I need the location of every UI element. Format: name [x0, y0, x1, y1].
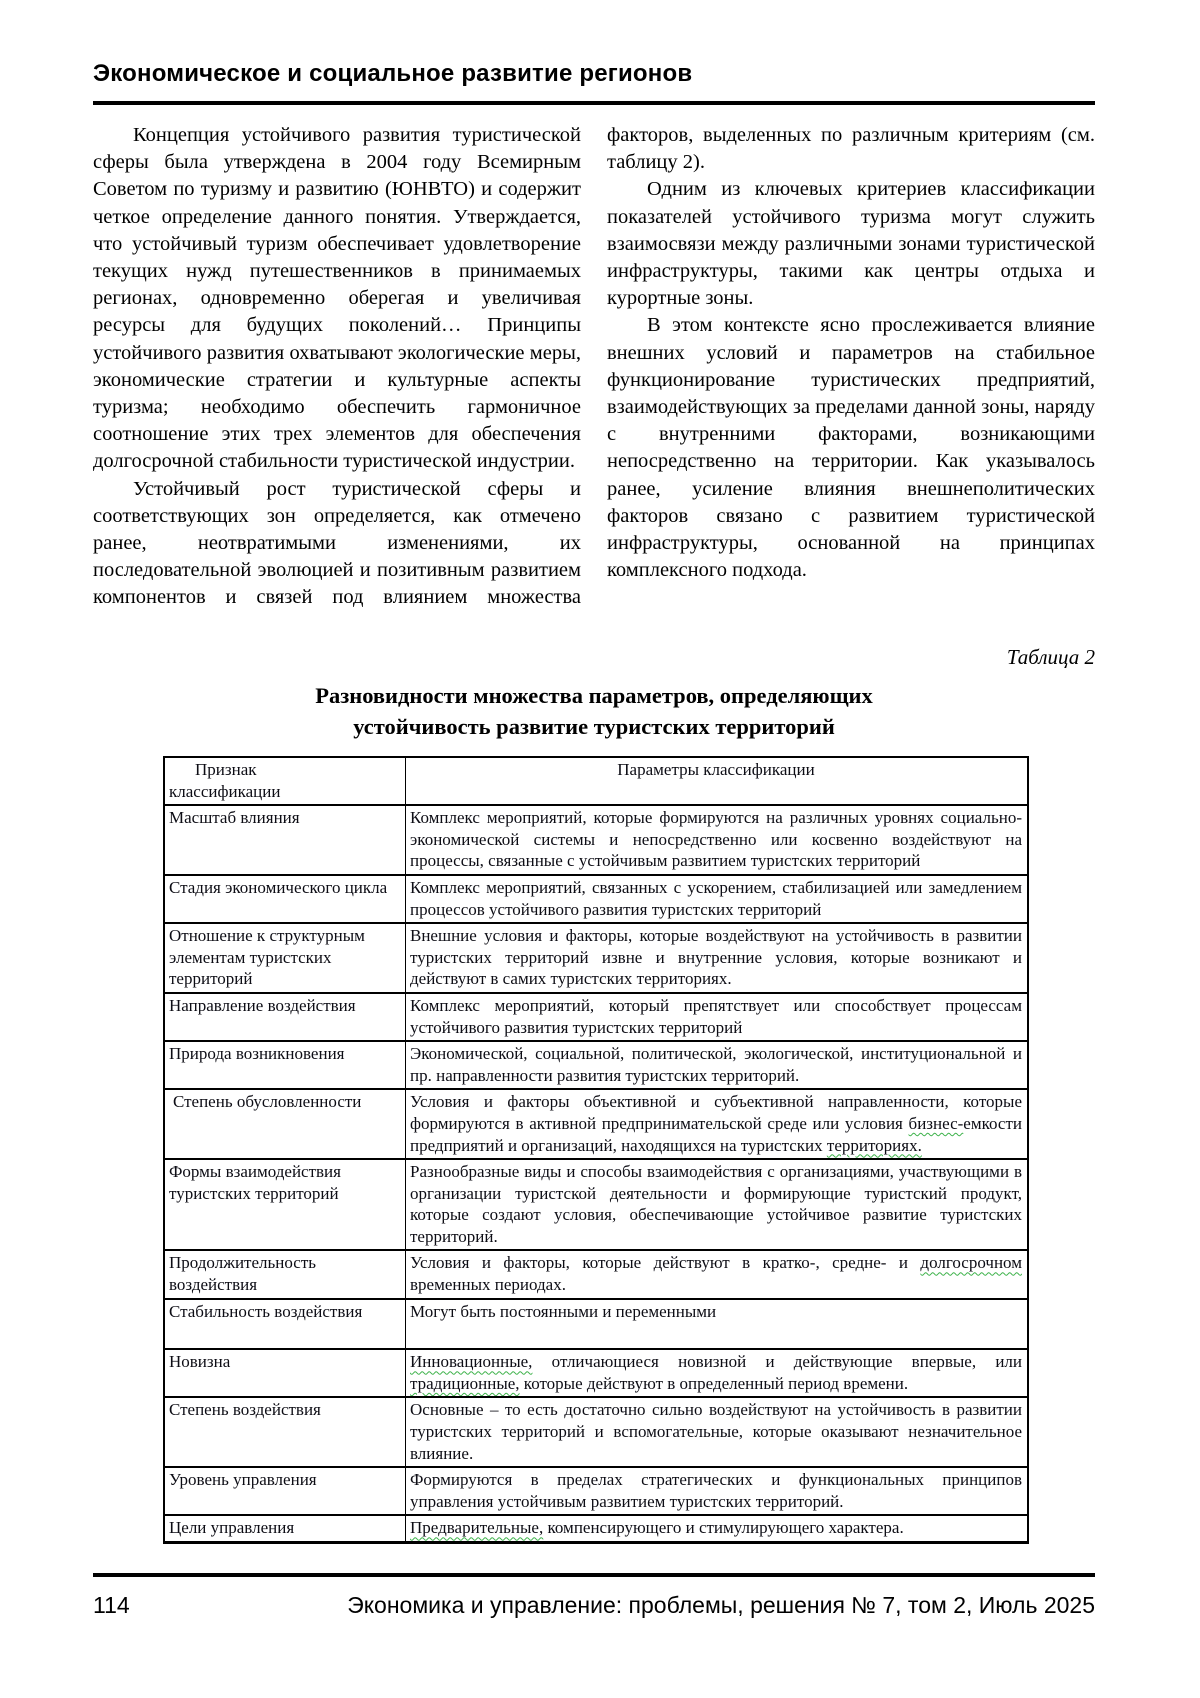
article-paragraph: Одним из ключевых критериев классификации показателей устойчивого туризма могут служить взаимосвязи между различными зонами туристической инфраструктуры, такими как центры отдыха и курортные зоны.	[607, 178, 1095, 310]
classification-params-cell	[406, 1515, 1029, 1542]
classification-feature-cell: Степень воздействия	[164, 1397, 406, 1467]
classification-feature-cell: Новизна	[164, 1349, 406, 1397]
param-text: Внешние условия и факторы, которые воздействуют на устойчивость в развитии туристских территорий извне и внутренние условия, которые возникают и действуют в самих туристских территориях.	[410, 926, 1022, 989]
param-text: Экономической, социальной, политической, экологической, институциональной и пр. направленности развития туристских территорий.	[410, 1044, 1022, 1085]
table-body	[164, 805, 1028, 1542]
classification-params-cell	[406, 1397, 1029, 1467]
param-text: Комплекс мероприятий, которые формируются на различных уровнях социально-экономической системы и непосредственно или косвенно воздействуют на процессы, связанные с устойчивым развитием туристских территорий	[410, 808, 1022, 871]
journal-reference: Экономика и управление: проблемы, решения № 7, том 2, Июль 2025	[347, 1592, 1095, 1618]
classification-params-cell	[406, 993, 1029, 1041]
table-row	[164, 1515, 1028, 1542]
classification-params-cell	[406, 875, 1029, 923]
classification-params-cell	[406, 1250, 1029, 1298]
table-row	[164, 1159, 1028, 1250]
spellcheck-underlined-word: Предварительные,	[410, 1518, 544, 1538]
classification-params-cell	[406, 923, 1029, 993]
article-paragraph: Устойчивый рост туристической сферы и соответствующих зон определяется, как отмечено ранее, неотвратимыми изменениями, их последовательной эволюцией и позитивным развитием компонентов и связей под влиянием множества факторов, выделенных по различным критериям (см. таблицу 2).	[93, 124, 1095, 609]
footer-line	[93, 1592, 1095, 1619]
table-row	[164, 805, 1028, 875]
classification-params-cell	[406, 805, 1029, 875]
classification-params-cell	[406, 1349, 1029, 1397]
running-head: Экономическое и социальное развитие регионов	[93, 60, 693, 87]
header-rule	[93, 101, 1095, 105]
spellcheck-underlined-word: долгосрочном	[920, 1253, 1022, 1273]
table-title: Разновидности множества параметров, определяющих устойчивость развитие туристских территорий	[315, 683, 873, 739]
classification-params-cell	[406, 1299, 1029, 1350]
table-row	[164, 1250, 1028, 1298]
spellcheck-underlined-word: территориях.	[826, 1135, 922, 1155]
table-row	[164, 1089, 1028, 1159]
classification-params-cell	[406, 1041, 1029, 1089]
table-row	[164, 1397, 1028, 1467]
param-text: отличающиеся новизной и действующие впервые, или	[532, 1352, 1022, 1372]
classification-feature-cell: Формы взаимодействия туристских территорий	[164, 1159, 406, 1250]
classification-table	[163, 756, 1029, 1544]
param-text: которые действуют в определенный период времени.	[519, 1373, 909, 1393]
spellcheck-underlined-word: традиционные,	[410, 1373, 520, 1393]
classification-params-cell	[406, 1159, 1029, 1250]
classification-feature-cell: Цели управления	[164, 1515, 406, 1542]
table-row	[164, 1299, 1028, 1350]
table-caption: Таблица 2	[1006, 645, 1095, 669]
classification-feature-cell: Стадия экономического цикла	[164, 875, 406, 923]
classification-feature-cell: Природа возникновения	[164, 1041, 406, 1089]
param-text: Разнообразные виды и способы взаимодействия с организациями, участвующими в организации туристской деятельности и формирующие туристский продукт, которые создают условия, обеспечивающие устойчивое развитие туристских территорий.	[410, 1162, 1022, 1246]
article-paragraph: Концепция устойчивого развития туристической сферы была утверждена в 2004 году Всемирным Советом по туризму и развитию (ЮНВТО) и содержит четкое определение данного понятия. Утверждается, что устойчивый туризм обеспечивает удовлетворение текущих нужд путешественников в принимаемых регионах, одновременно оберегая и увеличивая ресурсы для будущих поколений… Принципы устойчивого развития охватывают экологические меры, экономические стратегии и культурные аспекты туризма; необходимо обеспечить гармоничное соотношение этих трех элементов для обеспечения долгосрочной стабильности туристической индустрии.	[93, 124, 581, 473]
classification-feature-cell: Уровень управления	[164, 1467, 406, 1515]
classification-feature-cell: Степень обусловленности	[164, 1089, 406, 1159]
classification-feature-cell: Стабильность воздействия	[164, 1299, 406, 1350]
classification-feature-cell: Масштаб влияния	[164, 805, 406, 875]
table-row	[164, 875, 1028, 923]
classification-feature-cell: Направление воздействия	[164, 993, 406, 1041]
spellcheck-underlined-word: Инновационные,	[410, 1352, 533, 1372]
param-text: Формируются в пределах стратегических и функциональных принципов управления устойчивым развитием туристских территорий.	[410, 1470, 1022, 1511]
table-row	[164, 923, 1028, 993]
footer-rule	[93, 1573, 1095, 1577]
table-row	[164, 1349, 1028, 1397]
page-footer	[93, 1573, 1095, 1619]
header-cell-feature: Признак классификации	[164, 757, 406, 805]
param-text: временных периодах.	[410, 1275, 566, 1295]
classification-feature-cell: Отношение к структурным элементам туристских территорий	[164, 923, 406, 993]
article-paragraph: В этом контексте ясно прослеживается влияние внешних условий и параметров на стабильное функционирование туристических предприятий, взаимодействующих за пределами данной зоны, наряду с внутренними факторами, возникающими непосредственно на территории. Как указывалось ранее, усиление влияния внешнеполитических факторов связано с развитием туристической инфраструктуры, основанной на принципах комплексного подхода.	[607, 314, 1095, 582]
param-text: Основные – то есть достаточно сильно воздействуют на устойчивость в развитии туристских территорий и вспомогательные, которые оказывают незначительное влияние.	[410, 1400, 1022, 1463]
param-text: Могут быть постоянными и переменными	[410, 1301, 717, 1321]
header-cell-params: Параметры классификации	[406, 757, 1029, 805]
param-text: Условия и факторы, которые действуют в кратко-, средне- и	[410, 1253, 921, 1273]
classification-params-cell	[406, 1089, 1029, 1159]
table-row	[164, 1041, 1028, 1089]
page-number: 114	[93, 1592, 130, 1618]
table-row	[164, 993, 1028, 1041]
classification-params-cell	[406, 1467, 1029, 1515]
table-row	[164, 1467, 1028, 1515]
param-text: Комплекс мероприятий, который препятствует или способствует процессам устойчивого развития туристских территорий	[410, 995, 1022, 1037]
param-text: Комплекс мероприятий, связанных с ускорением, стабилизацией или замедлением процессов устойчивого развития туристских территорий	[410, 877, 1022, 919]
spellcheck-underlined-word: бизнес-	[908, 1113, 964, 1133]
param-text: емкости предприятий и организаций, находящихся на туристских	[410, 1113, 1022, 1155]
table-header-row	[164, 757, 1028, 805]
param-text: Условия и факторы объективной и субъективной направленности, которые формируются в активной предпринимательской среде или условия	[410, 1092, 1022, 1133]
param-text: компенсирующего и стимулирующего характера.	[543, 1518, 904, 1538]
classification-feature-cell: Продолжительность воздействия	[164, 1250, 406, 1298]
article-body	[93, 122, 1095, 636]
